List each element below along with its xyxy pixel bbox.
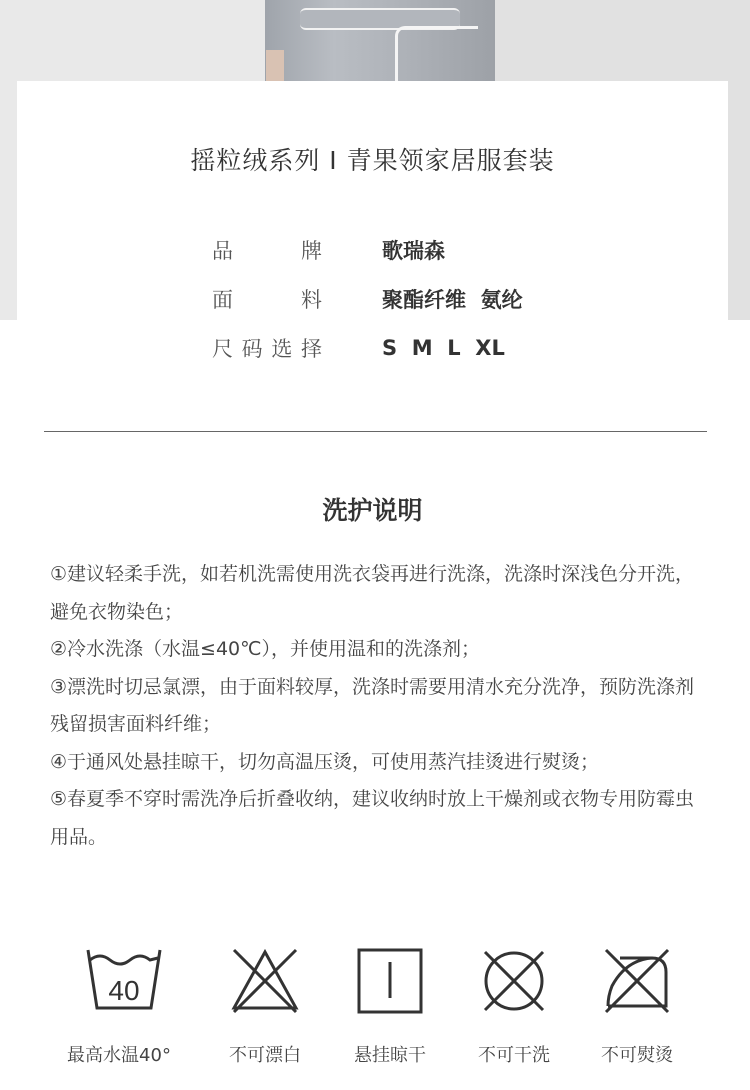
- icon-label: 不可干洗: [478, 1045, 550, 1066]
- spec-value: 聚酯纤维 氨纶: [382, 288, 523, 312]
- wash-temp-number: 40: [108, 975, 140, 1006]
- no-iron-icon: [602, 946, 672, 1016]
- care-item: ②冷水洗涤（水温≤40℃），并使用温和的洗涤剂；: [50, 638, 480, 660]
- spec-label: 品 牌: [212, 239, 322, 263]
- spec-value: 歌瑞森: [382, 239, 445, 263]
- care-title: 洗护说明: [322, 496, 423, 525]
- no-dry-clean-icon: [479, 946, 549, 1016]
- spec-label: 尺 码 选 择: [212, 337, 322, 361]
- spec-row-brand: [212, 235, 445, 265]
- spec-value: S M L XL: [382, 336, 505, 360]
- icon-label: 不可漂白: [229, 1045, 301, 1066]
- divider: [44, 431, 707, 432]
- care-item: ⑤春夏季不穿时需洗净后折叠收纳，建议收纳时放上干燥剂或衣物专用防霉虫用品。: [50, 788, 695, 848]
- icon-label: 不可熨烫: [601, 1045, 673, 1066]
- spec-row-size: [212, 333, 505, 363]
- product-title: 摇粒绒系列 I 青果领家居服套装: [190, 146, 555, 175]
- care-icon-no-bleach: [200, 946, 330, 1066]
- care-icon-wash: [54, 946, 184, 1066]
- spec-row-fabric: [212, 284, 523, 314]
- care-icon-no-iron: [572, 946, 702, 1066]
- icon-label: 悬挂晾干: [354, 1045, 426, 1066]
- care-item: ③漂洗时切忌氯漂，由于面料较厚，洗涤时需要用清水充分洗净，预防洗涤剂残留损害面料纤维；: [50, 675, 695, 735]
- care-instructions: [50, 556, 710, 856]
- product-info-card: [17, 81, 728, 1090]
- wash-40-icon: [84, 946, 164, 1016]
- care-item: ①建议轻柔手洗，如若机洗需使用洗衣袋再进行洗涤，洗涤时深浅色分开洗，避免衣物染色；: [50, 563, 695, 623]
- no-bleach-icon: [230, 946, 300, 1016]
- care-icon-line-dry: [325, 946, 455, 1066]
- icon-label: 最高水温40°: [67, 1045, 171, 1066]
- spec-label: 面 料: [212, 288, 322, 312]
- care-icon-no-dry-clean: [449, 946, 579, 1066]
- care-item: ④于通风处悬挂晾干，切勿高温压烫，可使用蒸汽挂烫进行熨烫；: [50, 750, 600, 773]
- line-dry-icon: [355, 946, 425, 1016]
